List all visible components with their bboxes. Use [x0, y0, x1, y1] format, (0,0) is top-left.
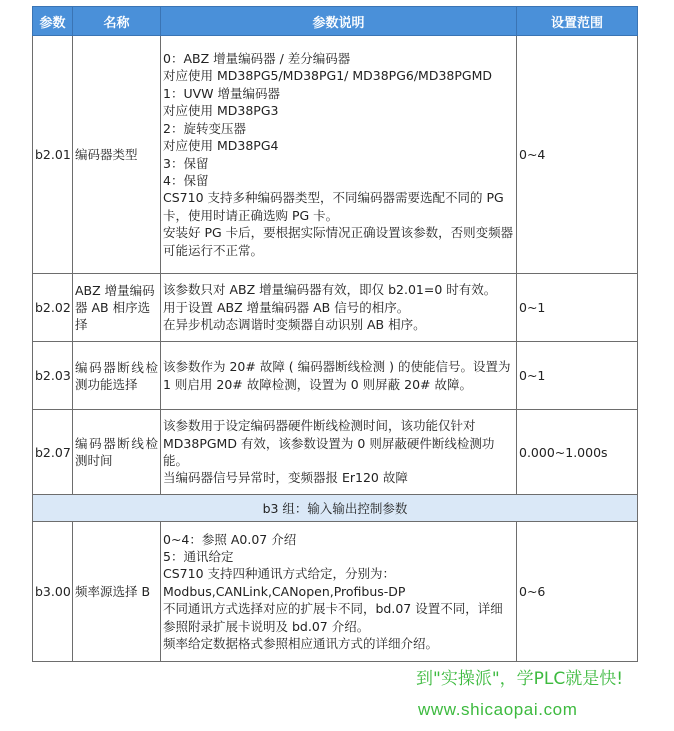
- footer-slogan: 到"实操派"，学PLC就是快!: [416, 669, 624, 689]
- desc-line: 用于设置 ABZ 增量编码器 AB 信号的相序。: [163, 299, 410, 315]
- desc-line: 对应使用 MD38PG4: [163, 138, 279, 154]
- param-range: 0~4: [517, 36, 638, 274]
- param-name: 编码器断线检测功能选择: [73, 342, 161, 410]
- desc-line: CS710 支持四种通讯方式给定，分别为：: [163, 566, 395, 582]
- param-name: 频率源选择 B: [73, 522, 161, 662]
- table-row-b2-01: [33, 36, 638, 274]
- desc-line: 对应使用 MD38PG5/MD38PG1/ MD38PG6/MD38PGMD: [163, 68, 493, 84]
- desc-line: 对应使用 MD38PG3: [163, 103, 279, 119]
- desc-line: 3：保留: [163, 155, 209, 171]
- footer-url[interactable]: www.shicaopai.com: [418, 700, 578, 719]
- param-name: 编码器断线检测时间: [73, 410, 161, 495]
- desc-line: 5：通讯给定: [163, 548, 234, 564]
- param-code: b2.01: [33, 36, 73, 274]
- desc-paragraph: CS710 支持多种编码器类型，不同编码器需要选配不同的 PG 卡，使用时请正确选购 PG 卡。: [163, 190, 504, 223]
- table-row-b3-00: [33, 522, 638, 662]
- param-range: 0~1: [517, 342, 638, 410]
- header-range: 设置范围: [517, 7, 638, 36]
- desc-line: 0：ABZ 增量编码器 / 差分编码器: [163, 51, 351, 67]
- group-header-row: [33, 495, 638, 522]
- param-description: [161, 274, 517, 342]
- group-title: b3 组：输入输出控制参数: [33, 495, 638, 522]
- param-range: 0~1: [517, 274, 638, 342]
- table-row-b2-07: [33, 410, 638, 495]
- header-description: 参数说明: [161, 7, 517, 36]
- param-description: [161, 36, 517, 274]
- param-code: b2.02: [33, 274, 73, 342]
- desc-paragraph: 安装好 PG 卡后，要根据实际情况正确设置该参数，否则变频器可能运行不正常。: [163, 225, 514, 258]
- param-code: b3.00: [33, 522, 73, 662]
- param-description: [161, 522, 517, 662]
- table-header-row: [33, 7, 638, 36]
- parameter-table: [32, 6, 638, 662]
- param-code: b2.03: [33, 342, 73, 410]
- desc-line: 当编码器信号异常时，变频器报 Er120 故障: [163, 470, 408, 486]
- param-range: 0~6: [517, 522, 638, 662]
- desc-paragraph: 该参数作为 20# 故障 ( 编码器断线检测 ) 的使能信号。设置为 1 则启用 20# 故障检测，设置为 0 则屏蔽 20# 故障。: [163, 359, 511, 392]
- table-row-b2-03: [33, 342, 638, 410]
- param-name: 编码器类型: [73, 36, 161, 274]
- param-name: ABZ 增量编码器 AB 相序选择: [73, 274, 161, 342]
- desc-line: 1：UVW 增量编码器: [163, 85, 280, 101]
- desc-line: 频率给定数据格式参照相应通讯方式的详细介绍。: [163, 636, 439, 652]
- param-range: 0.000~1.000s: [517, 410, 638, 495]
- header-name: 名称: [73, 7, 161, 36]
- desc-line: 4：保留: [163, 172, 209, 188]
- desc-line: Modbus,CANLink,CANopen,Profibus-DP: [163, 583, 406, 599]
- table-row-b2-02: [33, 274, 638, 342]
- param-description: [161, 342, 517, 410]
- desc-line: 0~4：参照 A0.07 介绍: [163, 531, 297, 547]
- param-description: [161, 410, 517, 495]
- param-code: b2.07: [33, 410, 73, 495]
- desc-line: 2：旋转变压器: [163, 120, 246, 136]
- desc-paragraph: 不同通讯方式选择对应的扩展卡不同，bd.07 设置不同，详细参照附录扩展卡说明及 bd.07 介绍。: [163, 601, 503, 634]
- header-code: 参数: [33, 7, 73, 36]
- desc-line: 在异步机动态调谐时变频器自动识别 AB 相序。: [163, 317, 426, 333]
- desc-paragraph: 该参数用于设定编码器硬件断线检测时间，该功能仅针对 MD38PGMD 有效，该参数设置为 0 则屏蔽硬件断线检测功能。: [163, 418, 495, 468]
- desc-line: 该参数只对 ABZ 增量编码器有效，即仅 b2.01=0 时有效。: [163, 282, 497, 298]
